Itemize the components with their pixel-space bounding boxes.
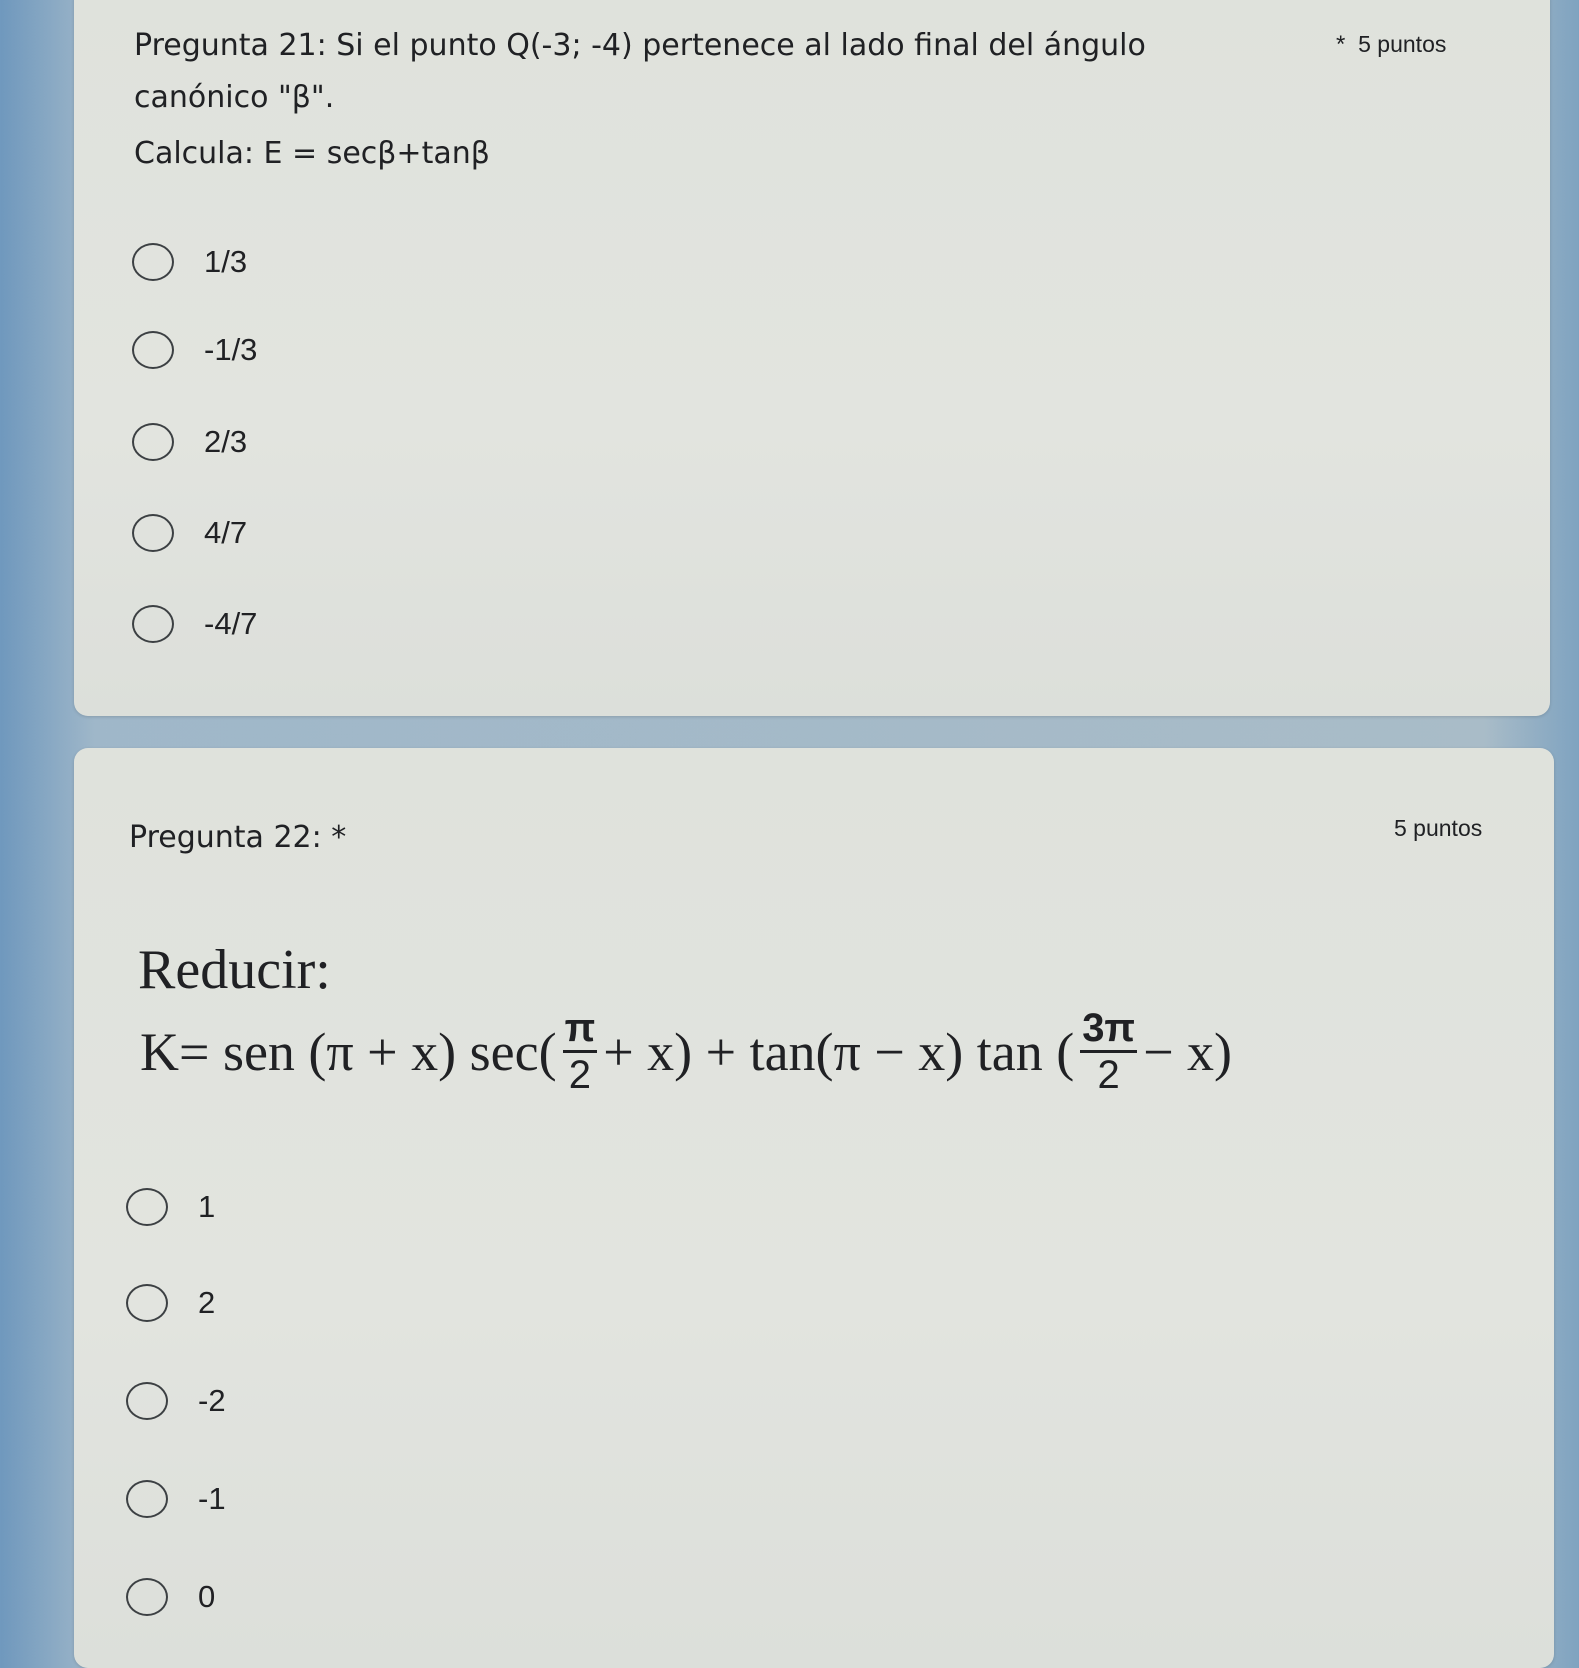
option-label: -1 <box>198 1481 226 1516</box>
points-label: 5 puntos <box>1358 31 1447 57</box>
question-22-points: 5 puntos <box>1394 815 1483 841</box>
option-label: 4/7 <box>204 515 248 550</box>
fraction-numerator: π <box>563 1006 598 1053</box>
radio-button[interactable] <box>126 1284 168 1322</box>
radio-button[interactable] <box>132 331 174 369</box>
required-asterisk: * <box>1336 31 1346 58</box>
option-label: 1/3 <box>204 244 248 279</box>
option-label: 1 <box>198 1189 216 1224</box>
radio-button[interactable] <box>126 1578 168 1616</box>
option-q22-3[interactable] <box>126 1382 226 1420</box>
fraction-3pi-over-2 <box>1080 1006 1137 1097</box>
reducir-heading: Reducir: <box>138 939 331 1001</box>
question-22-card <box>74 748 1554 1668</box>
option-label: 2 <box>198 1285 216 1320</box>
required-asterisk: * <box>331 820 347 855</box>
question-22-title-text: Pregunta 22: <box>129 820 322 855</box>
option-q21-4[interactable] <box>132 514 247 552</box>
fraction-denominator: 2 <box>568 1053 591 1097</box>
radio-button[interactable] <box>132 514 174 552</box>
option-q22-5[interactable] <box>126 1578 215 1616</box>
question-22-title <box>129 820 346 855</box>
radio-button[interactable] <box>132 605 174 643</box>
option-q21-3[interactable] <box>132 423 247 461</box>
option-q21-5[interactable] <box>132 605 257 643</box>
option-label: -4/7 <box>204 606 258 641</box>
option-q22-4[interactable] <box>126 1480 226 1518</box>
option-label: 2/3 <box>204 424 248 459</box>
fraction-numerator: 3π <box>1080 1006 1137 1053</box>
formula-part-3: − x) <box>1143 1021 1232 1082</box>
radio-button[interactable] <box>132 243 174 281</box>
radio-button[interactable] <box>126 1188 168 1226</box>
option-q22-1[interactable] <box>126 1188 215 1226</box>
question-21-points <box>1336 31 1446 59</box>
option-label: -1/3 <box>204 332 258 367</box>
radio-button[interactable] <box>126 1480 168 1518</box>
option-label: -2 <box>198 1383 226 1418</box>
formula-part-2: + x) + tan(π − x) tan ( <box>603 1021 1075 1082</box>
option-label: 0 <box>198 1579 216 1614</box>
question-21-card <box>74 0 1550 716</box>
fraction-pi-over-2 <box>563 1006 598 1097</box>
formula-k <box>140 1006 1232 1097</box>
question-21-title: Pregunta 21: Si el punto Q(-3; -4) pertenece al lado final del ángulo <box>134 28 1146 63</box>
question-21-formula: Calcula: E = secβ+tanβ <box>134 136 490 171</box>
question-21-title-line2: canónico "β". <box>134 80 335 115</box>
radio-button[interactable] <box>132 423 174 461</box>
fraction-denominator: 2 <box>1097 1053 1120 1097</box>
radio-button[interactable] <box>126 1382 168 1420</box>
option-q22-2[interactable] <box>126 1284 215 1322</box>
option-q21-2[interactable] <box>132 331 257 369</box>
formula-part-1: K= sen (π + x) sec( <box>140 1021 557 1082</box>
option-q21-1[interactable] <box>132 243 247 281</box>
